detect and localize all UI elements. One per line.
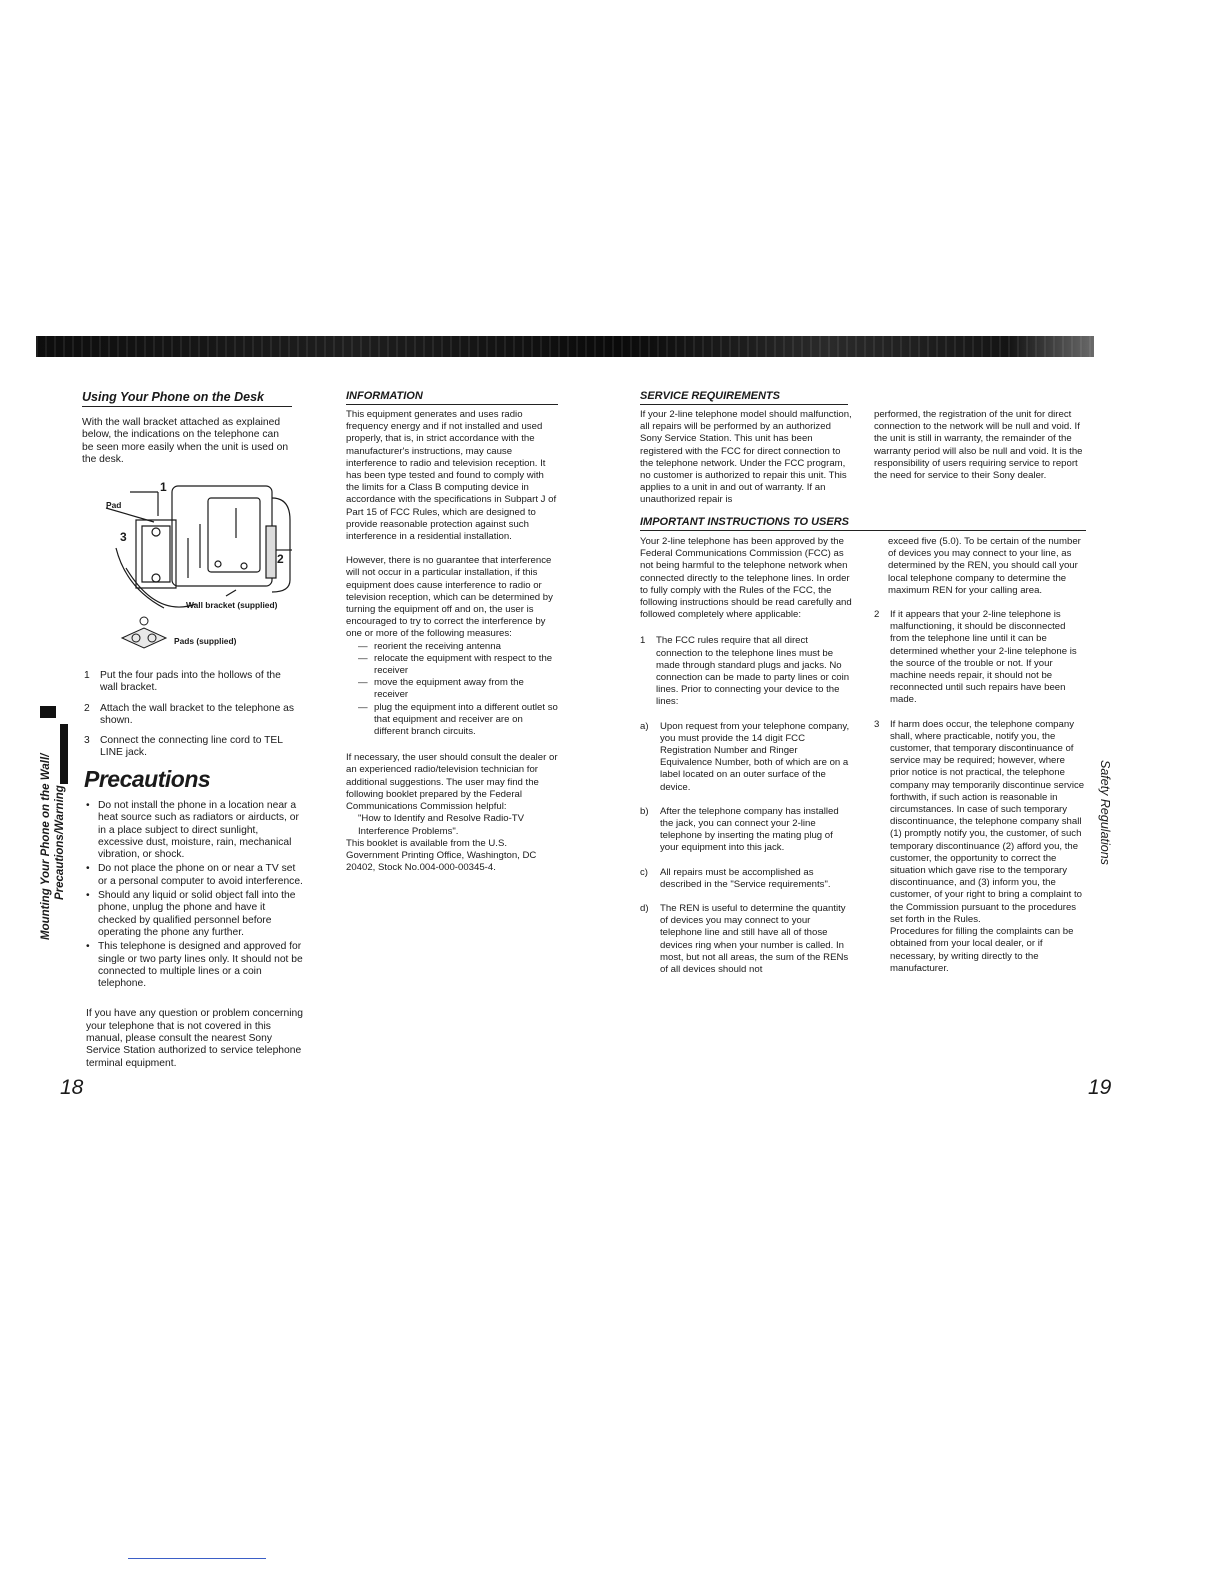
information-title: INFORMATION: [346, 390, 558, 405]
important-section: [640, 516, 1086, 531]
important-procedures: Procedures for filling the complaints can be obtained from your local dealer, or if necessary, by writing directly to the manufacturer.: [890, 926, 1074, 974]
precautions-list: [86, 800, 304, 1070]
step-1: 1 Put the four pads into the hollows of the wall bracket.: [84, 670, 281, 694]
precaution-item: • Do not place the phone on or near a TV set or a personal computer to avoid interference.: [86, 863, 303, 887]
important-item-1: 1 The FCC rules require that all direct connection to the telephone lines must be made through standard plugs and jacks. No connection can be made to party lines or coin lines. Prior to connecting your device to the lines:: [640, 635, 850, 708]
info-paragraph-1: This equipment generates and uses radio frequency energy and if not installed and used properly, that is, in strict accordance with the manufacturer's instructions, may cause interference to radio and television reception. It has been type tested and found to comply with the limits for a Class B computing device in accordance with the specifications in Subpart J of Part 15 of FCC Rules, which are designed to provide reasonable protection against such interference in a residential installation.: [346, 409, 557, 543]
service-text-right: performed, the registration of the unit for direct connection to the network will be null and void. If the unit is still in warranty, the remainder of the warranty period will also be null and void. It is the responsibility of users requiring service to report the need for service to their Sony dealer.: [874, 409, 1083, 482]
header-band: [36, 336, 1094, 357]
measure-item: — relocate the equipment with respect to the receiver: [358, 652, 553, 677]
step-2: 2 Attach the wall bracket to the telephone as shown.: [84, 702, 295, 726]
precaution-item: • Do not install the phone in a location near a heat source such as radiators or airducts, or in a place subject to direct sunlight, excessive dust, moisture, rain, mechanical vibration, or shock.: [86, 800, 299, 861]
info-paragraph-2: However, there is no guarantee that interference will not occur in a particular installation, if this equipment does cause interference to radio or television reception, which can be determined by turning the equipment off and on, the user is encouraged to try to correct the interference by one or more of the following measures:: [346, 555, 553, 640]
important-intro: Your 2-line telephone has been approved by the Federal Communications Commission (FCC) as not being harmful to the telephone network when connected directly to the telephone lines. In order to fully comply with the Rules of the FCC, the following instructions should be read carefully and followed completely where applicable:: [640, 536, 852, 621]
side-tab-marker: [40, 706, 56, 718]
desk-intro: With the wall bracket attached as explained below, the indications on the telephone can be seen more easily when the unit is used on the desk.: [82, 417, 289, 465]
important-item-2: 2 If it appears that your 2-line telephone is malfunctioning, it should be disconnected from the telephone line until it can be determined whether your 2-line telephone is the source of the trouble or not. If your machine needs repair, it should not be reconnected until such repairs have been made.: [874, 609, 1077, 706]
label-wall-bracket: Wall bracket (supplied): [186, 600, 278, 610]
side-tab-text-2: Precautions/Warning: [54, 785, 66, 900]
steps-list: [84, 670, 298, 760]
important-sub-b: b) After the telephone company has installed the jack, you can connect your 2-line telephone by inserting the mating plug of your equipment into this jack.: [640, 805, 839, 854]
callout-2: 2: [277, 552, 284, 566]
service-text-left: If your 2-line telephone model should malfunction, all repairs will be performed by an authorized Sony Service Station. This unit has been registered with the FCC for direct connection to the telephone network. Under the FCC program, no customer is authorized to repair this unit. This applies to a unit in and out of warranty. If an unauthorized repair is: [640, 409, 852, 506]
important-sub-a: a) Upon request from your telephone company, you must provide the 14 digit FCC Registration Number and Ringer Equivalence Number, both of which are on a label located on an outer surface of the device.: [640, 720, 850, 793]
step-3: 3 Connect the connecting line cord to TEL LINE jack.: [84, 735, 283, 759]
callout-3: 3: [120, 530, 127, 544]
bracket-illustration: [96, 478, 296, 656]
closing-paragraph: If you have any question or problem concerning your telephone that is not covered in this manual, please consult the nearest Sony Service Station authorized to service telephone terminal equipment.: [86, 1008, 303, 1069]
bracket-figure: [96, 478, 296, 656]
information-column: [346, 390, 558, 874]
precautions-title: Precautions: [84, 766, 211, 792]
service-title: SERVICE REQUIREMENTS: [640, 390, 848, 405]
measure-item: — move the equipment away from the receiver: [358, 677, 524, 701]
label-pads-supplied: Pads (supplied): [174, 636, 237, 646]
precaution-item: • Should any liquid or solid object fall into the phone, unplug the phone and have it checked by qualified personnel before operating the phone any further.: [86, 890, 296, 938]
important-right-column: [874, 536, 1086, 975]
important-continued: exceed five (5.0). To be certain of the number of devices you may connect to your line, as determined by the REN, you should call your local telephone company to determine the maximum REN for your calling area.: [888, 536, 1081, 596]
page-number-19: 19: [1088, 1076, 1112, 1099]
info-paragraph-3: If necessary, the user should consult the dealer or an experienced radio/television technician for additional suggestions. The user may find the following booklet prepared by the Federal Communications Commission helpful:: [346, 752, 558, 813]
side-tab-text-1: Mounting Your Phone on the Wall/: [40, 753, 52, 940]
side-tab-safety: Safety Regulations: [1098, 760, 1112, 865]
precaution-item: • This telephone is designed and approved for single or two party lines only. It should not be connected to multiple lines or a coin telephone.: [86, 941, 303, 990]
info-booklet-title: "How to Identify and Resolve Radio-TV Interference Problems".: [358, 813, 525, 837]
important-left-column: [640, 536, 852, 976]
measure-item: — reorient the receiving antenna: [358, 640, 501, 652]
info-paragraph-4: This booklet is available from the U.S. Government Printing Office, Washington, DC 20402, Stock No.004-000-00345-4.: [346, 837, 537, 874]
page-number-18: 18: [60, 1076, 84, 1099]
important-sub-d: d) The REN is useful to determine the quantity of devices you may connect to your telephone line and still have all of those devices ring when your number is called. In most, but not all areas, the sum of the RENs of all devices should not: [640, 903, 849, 976]
callout-1: 1: [160, 480, 167, 494]
measure-item: — plug the equipment into a different outlet so that equipment and receiver are on different branch circuits.: [358, 701, 558, 738]
left-column: [82, 390, 292, 466]
service-section: [640, 390, 1084, 405]
important-sub-c: c) All repairs must be accomplished as described in the "Service requirements".: [640, 866, 831, 890]
footer-rule: [128, 1558, 266, 1559]
section-title-desk: Using Your Phone on the Desk: [82, 390, 292, 407]
label-pad: Pad: [106, 500, 122, 510]
side-tab-marker: [60, 724, 68, 784]
important-item-3: 3 If harm does occur, the telephone company shall, where practicable, notify you, the customer, that temporary discontinuance of service may be required; however, where prior notice is not practical, the telephone company may temporarily discontinue service forthwith, if such action is reasonable in circumstances. In case of such temporary discontinuance, the telephone company shall (1) promptly notify you, the customer, of such temporary discontinuance (2) afford you, the customer, the opportunity to correct the situation which gave rise to the temporary discontinuance, and (3) inform you, the customer, of your right to bring a complaint to the Commission pursuant to the procedures set forth in the Rules.: [874, 718, 1085, 925]
important-title: IMPORTANT INSTRUCTIONS TO USERS: [640, 516, 1086, 531]
